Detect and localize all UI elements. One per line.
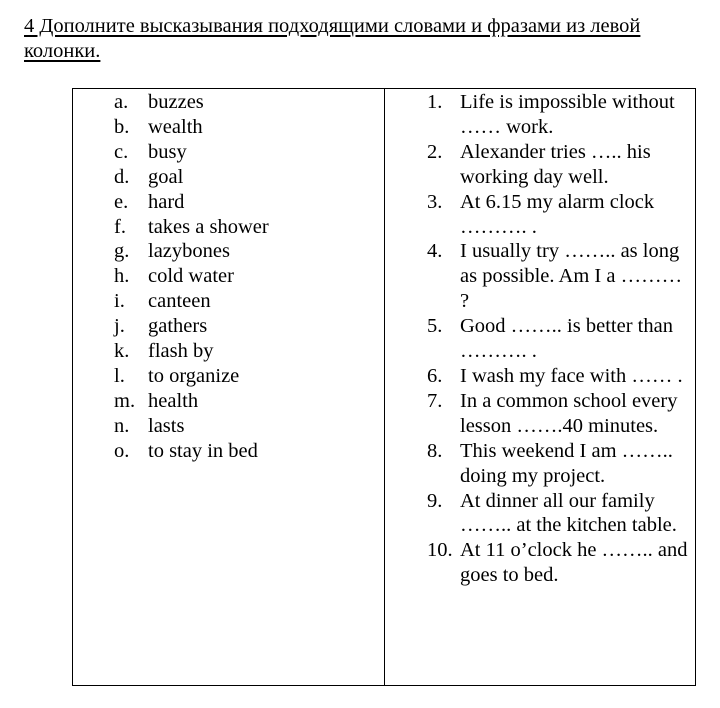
list-item — [73, 264, 384, 289]
item-text: lazybones — [148, 240, 230, 263]
item-text: Life is impossible without …… work. — [460, 91, 675, 138]
left-column — [73, 89, 385, 685]
list-item — [385, 190, 695, 240]
item-number: 1. — [427, 91, 443, 113]
item-text: I wash my face with …… . — [460, 364, 683, 387]
item-marker: a. — [114, 91, 129, 113]
item-text: Alexander tries ….. his working day well. — [460, 140, 651, 188]
list-item — [385, 239, 695, 314]
item-marker: k. — [114, 340, 130, 363]
exercise-title-text: 4 Дополните высказывания подходящими словами и фразами из левой колонки. — [24, 15, 641, 62]
item-marker: i. — [114, 290, 125, 313]
item-text: At dinner all our family …….. at the kitchen table. — [460, 489, 677, 537]
item-number: 9. — [427, 489, 443, 512]
list-item — [385, 389, 695, 439]
item-number: 10. — [427, 539, 453, 562]
list-item — [73, 414, 384, 439]
item-marker: o. — [114, 439, 130, 462]
list-item — [73, 90, 384, 115]
item-marker: e. — [114, 190, 129, 213]
item-text: At 11 o’clock he …….. and goes to bed. — [460, 539, 688, 587]
right-column — [385, 89, 695, 685]
item-number: 8. — [427, 439, 443, 462]
item-text: health — [148, 389, 199, 412]
item-text: Good …….. is better than ………. . — [460, 315, 673, 363]
list-item — [73, 364, 384, 389]
item-marker: b. — [114, 115, 130, 138]
item-marker: m. — [114, 389, 136, 412]
list-item — [385, 489, 695, 539]
list-item — [385, 314, 695, 364]
list-item — [73, 190, 384, 215]
item-number: 3. — [427, 190, 443, 213]
item-text: cold water — [148, 265, 234, 288]
item-text: In a common school every lesson …….40 minutes. — [460, 389, 678, 437]
item-text: At 6.15 my alarm clock ………. . — [460, 190, 655, 238]
item-text: gathers — [148, 315, 208, 338]
list-item — [385, 364, 695, 389]
list-item — [73, 115, 384, 140]
item-marker: g. — [114, 240, 130, 263]
item-marker: c. — [114, 140, 129, 163]
list-item — [73, 140, 384, 165]
item-number: 7. — [427, 389, 443, 412]
item-marker: l. — [114, 364, 125, 387]
item-marker: j. — [114, 315, 125, 338]
item-marker: n. — [114, 414, 130, 437]
list-item — [73, 289, 384, 314]
list-item — [385, 90, 695, 140]
item-text: wealth — [148, 115, 203, 138]
item-text: buzzes — [148, 91, 204, 113]
item-number: 4. — [427, 240, 443, 263]
list-item — [73, 239, 384, 264]
item-text: goal — [148, 165, 184, 188]
item-marker: h. — [114, 265, 130, 288]
list-item — [73, 314, 384, 339]
item-text: lasts — [148, 414, 185, 437]
item-text: to stay in bed — [148, 439, 258, 462]
item-text: flash by — [148, 340, 214, 363]
item-number: 5. — [427, 315, 443, 338]
item-marker: d. — [114, 165, 130, 188]
list-item — [385, 538, 695, 588]
list-item — [73, 439, 384, 464]
item-text: takes a shower — [148, 215, 269, 238]
item-number: 2. — [427, 140, 443, 163]
exercise-title — [24, 14, 684, 63]
item-text: This weekend I am …….. doing my project. — [460, 439, 673, 487]
item-text: hard — [148, 190, 185, 213]
item-text: to organize — [148, 364, 240, 387]
list-item — [73, 339, 384, 364]
list-item — [73, 215, 384, 240]
list-item — [385, 439, 695, 489]
list-item — [385, 140, 695, 190]
matching-table — [72, 88, 696, 686]
item-text: busy — [148, 140, 187, 163]
list-item — [73, 165, 384, 190]
list-item — [73, 389, 384, 414]
item-marker: f. — [114, 215, 126, 238]
item-number: 6. — [427, 364, 443, 387]
item-text: canteen — [148, 290, 211, 313]
item-text: I usually try …….. as long as possible. Am I a ……… ? — [460, 240, 683, 313]
